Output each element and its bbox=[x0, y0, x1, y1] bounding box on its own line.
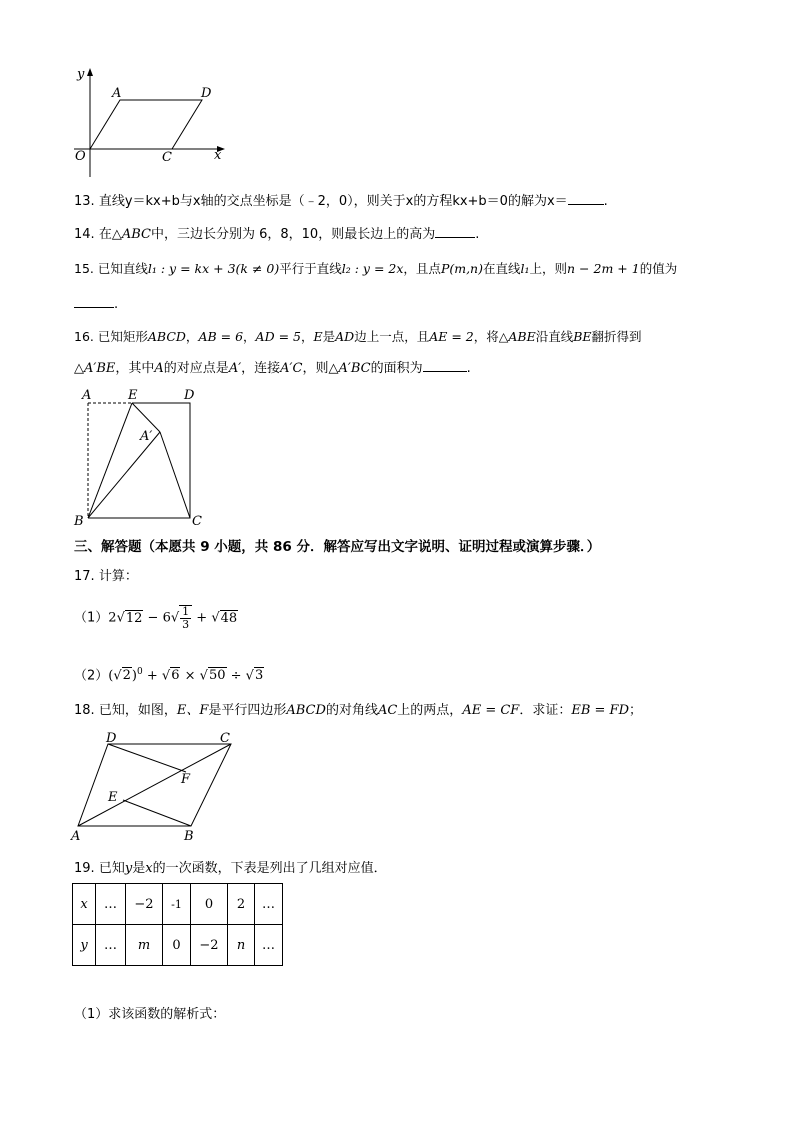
fig1-label-a: A bbox=[112, 86, 122, 101]
table-cell: 2 bbox=[228, 884, 255, 925]
fig3-label-c: C bbox=[220, 731, 230, 746]
fig3-label-f: F bbox=[181, 772, 191, 787]
fig3-label-d: D bbox=[106, 731, 117, 746]
figure-rectangle-fold bbox=[72, 385, 212, 530]
fig2-label-e: E bbox=[128, 388, 138, 403]
table-cell: m bbox=[126, 925, 163, 966]
table-cell: −2 bbox=[126, 884, 163, 925]
fig1-label-y: y bbox=[77, 67, 85, 82]
answer-blank bbox=[74, 307, 114, 308]
fig2-label-c: C bbox=[192, 514, 202, 529]
table-cell: x bbox=[73, 884, 96, 925]
answer-blank bbox=[423, 371, 467, 372]
fig2-label-a: A bbox=[82, 388, 92, 403]
table-cell: −2 bbox=[191, 925, 228, 966]
table-cell: … bbox=[96, 925, 126, 966]
question-19: 19. 已知y是x的一次函数，下表是列出了几组对应值． bbox=[74, 861, 387, 876]
fig1-label-o: O bbox=[75, 149, 86, 164]
table-cell: … bbox=[255, 925, 283, 966]
question-15: 15. 已知直线l₁ : y = kx + 3(k ≠ 0)平行于直线l₂ : y = 2x，且点P(m,n)在直线l₁上，则n − 2m + 1的值为 bbox=[74, 261, 678, 276]
table-cell: y bbox=[73, 925, 96, 966]
table-cell: 0 bbox=[163, 925, 191, 966]
question-14: 14. 在△ABC中，三边长分别为 6，8，10，则最长边上的高为 . bbox=[74, 227, 480, 242]
value-table bbox=[72, 883, 283, 966]
table-cell: 0 bbox=[191, 884, 228, 925]
question-18: 18. 已知，如图，E、F是平行四边形ABCD的对角线AC上的两点，AE = CF．求证：EB = FD； bbox=[74, 703, 643, 718]
figure-coordinate-parallelogram bbox=[70, 64, 230, 179]
fig2-label-a-prime: A′ bbox=[140, 429, 153, 444]
table-cell: n bbox=[228, 925, 255, 966]
table-row bbox=[73, 925, 283, 966]
question-15-blank-line: . bbox=[74, 296, 118, 314]
table-cell: -1 bbox=[163, 884, 191, 925]
answer-blank bbox=[568, 204, 604, 205]
figure-parallelogram-diagonal bbox=[68, 730, 248, 845]
fig3-label-a: A bbox=[71, 829, 81, 844]
question-17-part2: $(2)(√2)^0 + √6 \times √50 \div √3$ bbox=[74, 667, 264, 684]
fig1-label-d: D bbox=[201, 86, 212, 101]
fig3-label-e: E bbox=[108, 790, 118, 805]
table-row bbox=[73, 884, 283, 925]
fig3-label-b: B bbox=[184, 829, 194, 844]
question-16-line1: 16. 已知矩形ABCD，AB = 6，AD = 5，E是AD边上一点，且AE = 2，将△ABE沿直线BE翻折得到 bbox=[74, 329, 642, 344]
question-13: 13. 直线y＝kx+b与x轴的交点坐标是（﹣2，0），则关于x的方程kx+b＝0的解为x＝ . bbox=[74, 194, 608, 209]
table-cell: … bbox=[96, 884, 126, 925]
answer-blank bbox=[435, 237, 475, 238]
question-17-part1: （1）2√12 − 6√ $\frac{1}{3}$ + √48 bbox=[74, 605, 238, 631]
fig1-label-x: x bbox=[214, 148, 222, 163]
question-19-part1: （1）求该函数的解析式： bbox=[74, 1007, 226, 1022]
question-17: 17. 计算： bbox=[74, 569, 138, 584]
table-cell: … bbox=[255, 884, 283, 925]
fig2-label-d: D bbox=[184, 388, 195, 403]
question-16-line2: △A′BE，其中A的对应点是A′，连接A′C，则△A′BC的面积为 . bbox=[74, 361, 471, 376]
section-heading: 三、解答题（本愿共 9 小题，共 86 分．解答应写出文字说明、证明过程或演算步骤．） bbox=[74, 539, 601, 555]
fig2-label-b: B bbox=[74, 514, 84, 529]
fig1-label-c: C bbox=[162, 150, 172, 165]
